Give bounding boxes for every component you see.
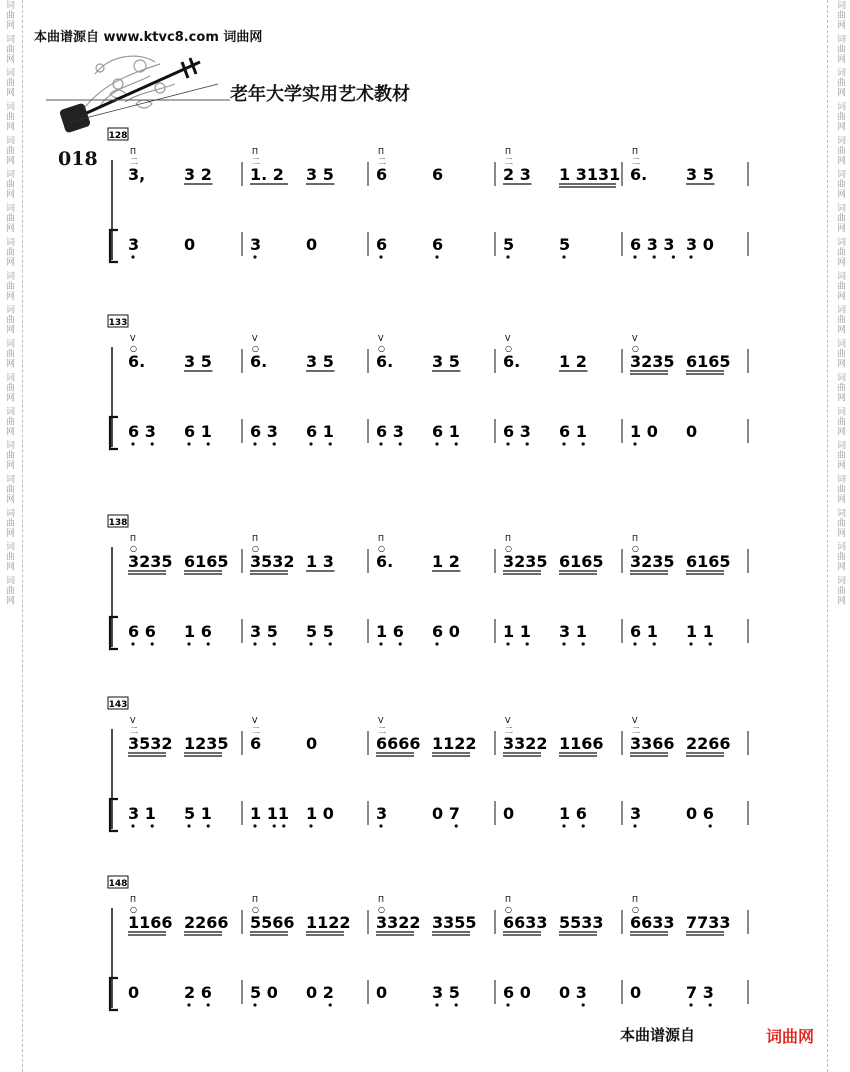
- bowing-mark: Π: [252, 534, 259, 543]
- melody-note: 6633: [630, 913, 675, 932]
- finger-mark: ○: [632, 344, 639, 353]
- bowing-mark: V: [252, 334, 258, 343]
- melody-note: 1 3131: [559, 165, 621, 184]
- melody-note: 1235: [184, 734, 229, 753]
- octave-dot: [562, 255, 565, 258]
- octave-dot: [273, 824, 276, 827]
- octave-dot: [633, 442, 636, 445]
- accompaniment-note: 0: [686, 422, 698, 441]
- octave-dot: [207, 1003, 210, 1006]
- octave-dot: [455, 1003, 458, 1006]
- finger-mark: ○: [378, 344, 385, 353]
- melody-note: 3 5: [184, 352, 212, 371]
- octave-dot: [253, 1003, 256, 1006]
- bowing-mark: Π: [505, 147, 512, 156]
- accompaniment-note: 6 3 3: [630, 235, 675, 254]
- melody-note: 7733: [686, 913, 731, 932]
- octave-dot: [689, 255, 692, 258]
- accompaniment-note: 0: [306, 235, 318, 254]
- octave-dot: [582, 642, 585, 645]
- melody-note: 3322: [376, 913, 421, 932]
- melody-note: 5566: [250, 913, 295, 932]
- melody-note: 3366: [630, 734, 675, 753]
- bowing-mark: V: [505, 716, 511, 725]
- accompaniment-note: 3: [630, 804, 642, 823]
- melody-note: 1166: [128, 913, 173, 932]
- octave-dot: [526, 642, 529, 645]
- finger-mark: ○: [252, 905, 259, 914]
- accompaniment-note: 0: [128, 983, 140, 1002]
- melody-note: 5533: [559, 913, 604, 932]
- melody-note: 1122: [432, 734, 477, 753]
- accompaniment-note: 6: [376, 235, 388, 254]
- measure-number: 133: [108, 318, 128, 328]
- octave-dot: [207, 442, 210, 445]
- finger-mark: ○: [505, 544, 512, 553]
- octave-dot: [399, 442, 402, 445]
- system-bracket: [110, 617, 118, 649]
- left-margin-text: 词曲网 词曲网 词曲网 词曲网 词曲网 词曲网 词曲网 词曲网 词曲网 词曲网 词曲网 词曲网 词曲网 词曲网 词曲网 词曲网 词曲网 词曲网: [4, 0, 14, 606]
- octave-dot: [435, 642, 438, 645]
- octave-dot: [131, 642, 134, 645]
- melody-note: 6666: [376, 734, 421, 753]
- melody-note: 6.: [503, 352, 521, 371]
- melody-note: 1. 2: [250, 165, 284, 184]
- finger-mark: ○: [378, 905, 385, 914]
- accompaniment-note: 0 2: [306, 983, 334, 1002]
- octave-dot: [455, 442, 458, 445]
- accompaniment-note: 3 5: [250, 622, 278, 641]
- accompaniment-note: 5: [559, 235, 571, 254]
- accompaniment-note: 6 3: [503, 422, 531, 441]
- octave-dot: [562, 824, 565, 827]
- accompaniment-note: 6: [432, 235, 444, 254]
- accompaniment-note: 6 0: [432, 622, 460, 641]
- octave-dot: [253, 642, 256, 645]
- system-bracket: [110, 230, 118, 262]
- bowing-mark: Π: [130, 147, 137, 156]
- octave-dot: [273, 642, 276, 645]
- accompaniment-note: 1 1: [503, 622, 531, 641]
- bowing-mark: V: [505, 334, 511, 343]
- measure-number: 148: [108, 879, 128, 889]
- accompaniment-note: 1 6: [559, 804, 587, 823]
- melody-note: 3 5: [686, 165, 714, 184]
- melody-note: 3322: [503, 734, 548, 753]
- melody-note: 1 3: [306, 552, 334, 571]
- accompaniment-note: 0: [376, 983, 388, 1002]
- octave-dot: [506, 442, 509, 445]
- bowing-mark: Π: [505, 534, 512, 543]
- melody-note: 1122: [306, 913, 351, 932]
- measure-number: 143: [108, 700, 128, 710]
- melody-note: 6: [250, 734, 262, 753]
- octave-dot: [379, 255, 382, 258]
- octave-dot: [282, 824, 285, 827]
- melody-note: 3,: [128, 165, 146, 184]
- accompaniment-note: 5: [503, 235, 515, 254]
- book-title: 老年大学实用艺术教材: [230, 84, 410, 105]
- octave-dot: [689, 642, 692, 645]
- octave-dot: [455, 824, 458, 827]
- octave-dot: [273, 442, 276, 445]
- octave-dot: [253, 824, 256, 827]
- bowing-mark: Π: [632, 534, 639, 543]
- octave-dot: [131, 255, 134, 258]
- accompaniment-note: 6 1: [306, 422, 334, 441]
- finger-mark: 二: [252, 726, 260, 735]
- accompaniment-note: 3: [250, 235, 262, 254]
- accompaniment-note: 6 3: [250, 422, 278, 441]
- melody-note: 6: [376, 165, 388, 184]
- finger-mark: ○: [378, 544, 385, 553]
- melody-note: 3235: [630, 552, 675, 571]
- octave-dot: [207, 642, 210, 645]
- accompaniment-note: 3 1: [559, 622, 587, 641]
- bowing-mark: V: [130, 716, 136, 725]
- system-bracket: [110, 417, 118, 449]
- bowing-mark: V: [378, 716, 384, 725]
- finger-mark: ○: [130, 905, 137, 914]
- finger-mark: 二: [130, 726, 138, 735]
- octave-dot: [131, 824, 134, 827]
- octave-dot: [131, 442, 134, 445]
- finger-mark: ○: [252, 344, 259, 353]
- melody-note: 3235: [630, 352, 675, 371]
- accompaniment-note: 3: [376, 804, 388, 823]
- octave-dot: [653, 255, 656, 258]
- melody-note: 3235: [503, 552, 548, 571]
- accompaniment-note: 6 1: [432, 422, 460, 441]
- accompaniment-note: 5 1: [184, 804, 212, 823]
- octave-dot: [207, 824, 210, 827]
- melody-note: 1 2: [559, 352, 587, 371]
- finger-mark: 二: [505, 157, 513, 166]
- melody-note: 6.: [128, 352, 146, 371]
- melody-note: 6633: [503, 913, 548, 932]
- melody-note: 6165: [184, 552, 229, 571]
- accompaniment-note: 5 5: [306, 622, 334, 641]
- octave-dot: [187, 824, 190, 827]
- accompaniment-note: 3 0: [686, 235, 714, 254]
- accompaniment-note: 6 1: [630, 622, 658, 641]
- system-bracket: [110, 978, 118, 1010]
- source-line: 本曲谱源自 www.ktvc8.com 词曲网: [34, 30, 263, 45]
- octave-dot: [582, 824, 585, 827]
- melody-note: 6.: [376, 352, 394, 371]
- accompaniment-note: 0 6: [686, 804, 714, 823]
- finger-mark: 二: [505, 726, 513, 735]
- octave-dot: [709, 824, 712, 827]
- octave-dot: [653, 642, 656, 645]
- octave-dot: [435, 1003, 438, 1006]
- accompaniment-note: 0: [630, 983, 642, 1002]
- octave-dot: [709, 1003, 712, 1006]
- accompaniment-note: 1 11: [250, 804, 289, 823]
- accompaniment-note: 6 1: [559, 422, 587, 441]
- octave-dot: [672, 255, 675, 258]
- accompaniment-note: 2 6: [184, 983, 212, 1002]
- melody-note: 6165: [686, 352, 731, 371]
- octave-dot: [187, 642, 190, 645]
- melody-note: 3355: [432, 913, 477, 932]
- octave-dot: [379, 442, 382, 445]
- octave-dot: [253, 442, 256, 445]
- footer-site-name: 词曲网: [766, 1027, 815, 1046]
- melody-note: 3 2: [184, 165, 212, 184]
- octave-dot: [709, 642, 712, 645]
- melody-note: 6.: [376, 552, 394, 571]
- accompaniment-note: 0 7: [432, 804, 460, 823]
- octave-dot: [309, 442, 312, 445]
- measure-number: 128: [108, 131, 128, 141]
- accompaniment-note: 0: [184, 235, 196, 254]
- octave-dot: [526, 442, 529, 445]
- melody-note: 1 2: [432, 552, 460, 571]
- bowing-mark: V: [252, 716, 258, 725]
- accompaniment-note: 3: [128, 235, 140, 254]
- octave-dot: [633, 824, 636, 827]
- bowing-mark: Π: [378, 147, 385, 156]
- octave-dot: [309, 824, 312, 827]
- melody-note: 6165: [559, 552, 604, 571]
- accompaniment-note: 1 0: [630, 422, 658, 441]
- octave-dot: [435, 255, 438, 258]
- octave-dot: [379, 824, 382, 827]
- finger-mark: ○: [632, 905, 639, 914]
- accompaniment-note: 6 6: [128, 622, 156, 641]
- accompaniment-note: 5 0: [250, 983, 278, 1002]
- octave-dot: [329, 642, 332, 645]
- bowing-mark: Π: [252, 895, 259, 904]
- octave-dot: [151, 642, 154, 645]
- bowing-mark: Π: [632, 147, 639, 156]
- bowing-mark: Π: [378, 895, 385, 904]
- melody-note: 2 3: [503, 165, 531, 184]
- melody-note: 1166: [559, 734, 604, 753]
- accompaniment-note: 1 6: [184, 622, 212, 641]
- octave-dot: [151, 442, 154, 445]
- melody-note: 3532: [250, 552, 295, 571]
- octave-dot: [582, 1003, 585, 1006]
- accompaniment-note: 0: [503, 804, 515, 823]
- melody-note: 3 5: [432, 352, 460, 371]
- bowing-mark: Π: [130, 534, 137, 543]
- finger-mark: ○: [632, 544, 639, 553]
- bowing-mark: Π: [252, 147, 259, 156]
- octave-dot: [506, 1003, 509, 1006]
- accompaniment-note: 0 3: [559, 983, 587, 1002]
- accompaniment-note: 6 0: [503, 983, 531, 1002]
- melody-note: 0: [306, 734, 318, 753]
- finger-mark: ○: [130, 544, 137, 553]
- octave-dot: [187, 442, 190, 445]
- system-bracket: [110, 799, 118, 831]
- accompaniment-note: 6 1: [184, 422, 212, 441]
- octave-dot: [187, 1003, 190, 1006]
- octave-dot: [506, 255, 509, 258]
- melody-note: 6.: [250, 352, 268, 371]
- melody-note: 6165: [686, 552, 731, 571]
- octave-dot: [379, 642, 382, 645]
- bowing-mark: V: [632, 716, 638, 725]
- footer-source-label: 本曲谱源自: [620, 1026, 696, 1044]
- finger-mark: 二: [378, 157, 386, 166]
- octave-dot: [562, 642, 565, 645]
- octave-dot: [151, 824, 154, 827]
- accompaniment-note: 1 0: [306, 804, 334, 823]
- octave-dot: [253, 255, 256, 258]
- finger-mark: ○: [505, 905, 512, 914]
- bowing-mark: Π: [632, 895, 639, 904]
- accompaniment-note: 6 3: [128, 422, 156, 441]
- melody-note: 3 5: [306, 352, 334, 371]
- finger-mark: ○: [130, 344, 137, 353]
- finger-mark: 二: [130, 157, 138, 166]
- octave-dot: [633, 255, 636, 258]
- octave-dot: [309, 642, 312, 645]
- finger-mark: ○: [252, 544, 259, 553]
- bowing-mark: Π: [378, 534, 385, 543]
- octave-dot: [689, 1003, 692, 1006]
- finger-mark: ○: [505, 344, 512, 353]
- melody-note: 3 5: [306, 165, 334, 184]
- accompaniment-note: 3 5: [432, 983, 460, 1002]
- bowing-mark: Π: [505, 895, 512, 904]
- bowing-mark: Π: [130, 895, 137, 904]
- accompaniment-note: 1 1: [686, 622, 714, 641]
- melody-note: 6: [432, 165, 444, 184]
- octave-dot: [435, 442, 438, 445]
- octave-dot: [633, 642, 636, 645]
- accompaniment-note: 6 3: [376, 422, 404, 441]
- melody-note: 6.: [630, 165, 648, 184]
- bowing-mark: V: [130, 334, 136, 343]
- measure-number: 138: [108, 518, 128, 528]
- melody-note: 2266: [686, 734, 731, 753]
- octave-dot: [329, 442, 332, 445]
- melody-note: 3532: [128, 734, 173, 753]
- accompaniment-note: 3 1: [128, 804, 156, 823]
- accompaniment-note: 7 3: [686, 983, 714, 1002]
- right-margin-text: 词曲网 词曲网 词曲网 词曲网 词曲网 词曲网 词曲网 词曲网 词曲网 词曲网 词曲网 词曲网 词曲网 词曲网 词曲网 词曲网 词曲网 词曲网: [835, 0, 845, 606]
- finger-mark: 二: [378, 726, 386, 735]
- bowing-mark: V: [378, 334, 384, 343]
- octave-dot: [506, 642, 509, 645]
- bowing-mark: V: [632, 334, 638, 343]
- page-number: 018: [58, 148, 98, 170]
- finger-mark: 二: [632, 726, 640, 735]
- octave-dot: [582, 442, 585, 445]
- accompaniment-note: 1 6: [376, 622, 404, 641]
- octave-dot: [329, 1003, 332, 1006]
- octave-dot: [399, 642, 402, 645]
- octave-dot: [562, 442, 565, 445]
- melody-note: 3235: [128, 552, 173, 571]
- melody-note: 2266: [184, 913, 229, 932]
- finger-mark: 二: [252, 157, 260, 166]
- finger-mark: 二: [632, 157, 640, 166]
